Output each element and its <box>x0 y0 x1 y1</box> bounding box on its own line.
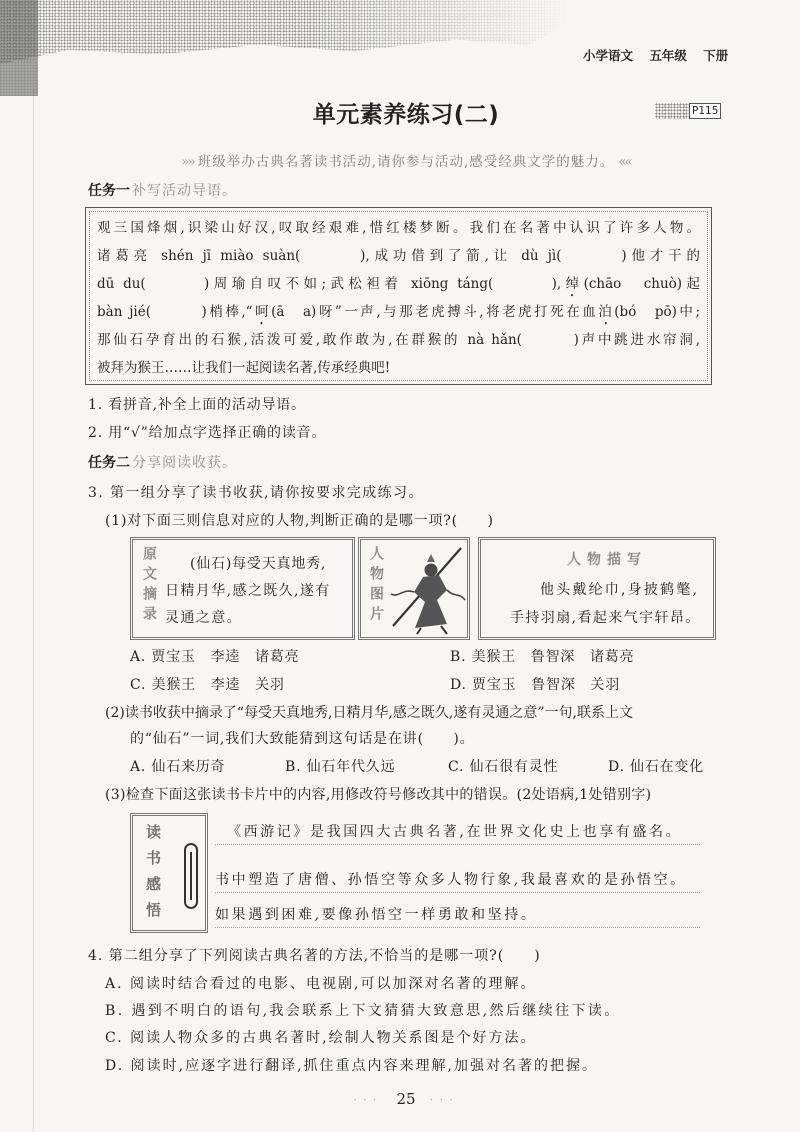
character-illustration <box>387 542 467 636</box>
passage-text: dū du( )周瑜自叹不如;武松袒着 xiōng táng( ), <box>97 276 562 292</box>
card-line: 《西游记》是我国四大古典名著,在世界文化史上也享有盛名。 <box>227 824 683 840</box>
excerpt-line: (仙石)每受天真地秀, <box>190 556 327 572</box>
dotted-character: 泊 <box>598 304 615 320</box>
book-header <box>583 46 728 64</box>
option-d: D. 贾宝玉 鲁智深 关羽 <box>450 677 621 693</box>
page-reference-badge <box>655 103 721 119</box>
excerpt-line: 灵通之意。 <box>165 610 242 626</box>
passage-line <box>97 298 700 326</box>
option-b: B. 仙石年代久远 <box>285 759 396 775</box>
subject-label: 小学语文 <box>583 48 634 63</box>
description-info-box <box>478 537 716 640</box>
description-label: 人物描写 <box>567 552 647 568</box>
passage-text: 观三国烽烟,识梁山好汉,叹取经艰难,惜红楼梦断。我们在名著中认识了许多人物。 <box>97 220 700 236</box>
card-line: 如果遇到困难,要像孙悟空一样勇敢和坚持。 <box>215 907 538 923</box>
dots-decoration-icon: ··· <box>429 1093 459 1107</box>
task-one-text: 补写活动导语。 <box>132 183 237 199</box>
double-arrow-left-icon <box>614 154 631 170</box>
figure-feet <box>417 626 447 634</box>
header-texture <box>0 0 570 64</box>
grade-label: 五年级 <box>649 48 687 63</box>
activity-intro <box>0 150 800 170</box>
description-line: 手持羽扇,看起来气宇轩昂。 <box>510 610 701 626</box>
margin-line <box>33 90 34 1132</box>
dotted-character: 绰 <box>561 276 584 292</box>
passage-text: 诸葛亮 shén jī miào suàn( ),成功借到了箭,让 dù jì( )他才干的 <box>97 248 700 264</box>
option-c: C. 阅读人物众多的古典名著时,绘制人物关系图是个好方法。 <box>105 1030 537 1046</box>
figure-robe <box>414 575 447 628</box>
picture-info-box <box>358 537 470 640</box>
double-arrow-right-icon <box>181 154 198 170</box>
option-c: C. 美猴王 李逵 关羽 <box>130 677 285 693</box>
task-one-label: 任务一 <box>88 183 130 199</box>
passage-line <box>97 270 700 298</box>
passage-line <box>97 242 700 270</box>
scroll-icon <box>183 842 199 910</box>
card-row <box>215 870 700 893</box>
figure-ribbon <box>447 590 465 600</box>
option-d: D. 阅读时,应逐字进行翻译,抓住重点内容来理解,加强对名著的把握。 <box>105 1058 598 1074</box>
figure-head <box>425 564 438 577</box>
task-two-text: 分享阅读收获。 <box>132 455 237 471</box>
badge-texture <box>655 103 689 119</box>
figure-hat <box>427 554 435 562</box>
question-3-stem: 3. 第一组分享了读书收获,请你按要求完成练习。 <box>88 485 424 501</box>
dotted-character: 呵 <box>252 304 272 320</box>
passage-line <box>97 214 700 242</box>
question-3-2-stem: (2)读书收获中摘录了“每受天真地秀,日精月华,感之既久,遂有灵通之意”一句,联系上文 <box>105 705 633 721</box>
card-row <box>215 822 700 845</box>
reading-card <box>130 813 700 933</box>
passage-text: (bó pō)中; <box>614 304 700 320</box>
option-b: B. 遇到不明白的语句,我会联系上下文猜猜大致意思,然后继续往下读。 <box>105 1003 621 1019</box>
card-row <box>215 905 700 928</box>
option-a: A. 仙石来历奇 <box>130 759 226 775</box>
option-b: B. 美猴王 鲁智深 诸葛亮 <box>450 649 635 665</box>
page-title: 单元素养练习(二) <box>312 102 500 128</box>
question-3-3-stem: (3)检查下面这张读书卡片中的内容,用修改符号修改其中的错误。(2处语病,1处错别字) <box>105 787 652 803</box>
passage-text: 那仙石孕育出的石猴,活泼可爱,敢作敢为,在群猴的 nà hǎn( )声中跳进水帘洞, <box>97 332 700 348</box>
option-a: A. 贾宝玉 李逵 诸葛亮 <box>130 649 300 665</box>
excerpt-line: 日精月华,感之既久,遂有 <box>165 583 331 599</box>
question-4-stem: 4. 第二组分享了下列阅读古典名著的方法,不恰当的是哪一项?( ) <box>88 948 541 964</box>
question-2: 2. 用“√”给加点字选择正确的读音。 <box>88 425 327 441</box>
card-label-strip <box>130 813 208 933</box>
dots-decoration-icon: ··· <box>353 1093 383 1107</box>
corner-texture <box>0 0 38 96</box>
page-reference-text: P115 <box>689 103 721 119</box>
passage-text: bàn jié( )梢棒,“ <box>97 304 253 320</box>
picture-label: 人物图片 <box>368 546 384 626</box>
passage-line <box>97 354 700 382</box>
option-a: A. 阅读时结合看过的电影、电视剧,可以加深对名著的理解。 <box>105 976 537 992</box>
description-line: 他头戴纶巾,身披鹤氅, <box>540 582 700 598</box>
page-number: 25 <box>396 1090 416 1108</box>
passage-line <box>97 326 700 354</box>
excerpt-info-box <box>130 537 355 640</box>
question-3-1-stem: (1)对下面三则信息对应的人物,判断正确的是哪一项?( ) <box>105 513 494 529</box>
card-label: 读书感悟 <box>144 824 162 928</box>
task-two-label: 任务二 <box>88 455 130 471</box>
question-1: 1. 看拼音,补全上面的活动导语。 <box>88 397 306 413</box>
passage-text-block <box>97 214 700 382</box>
intro-text: 班级举办古典名著读书活动,请你参与活动,感受经典文学的魅力。 <box>197 154 615 170</box>
volume-label: 下册 <box>703 48 729 63</box>
task-one-heading <box>88 181 237 201</box>
page-footer <box>0 1090 800 1108</box>
excerpt-label: 原文摘录 <box>141 546 157 626</box>
passage-text: 被拜为猴王……让我们一起阅读名著,传承经典吧! <box>97 360 391 376</box>
option-c: C. 仙石很有灵性 <box>448 759 559 775</box>
task-two-heading <box>88 453 237 473</box>
figure-ribbon <box>391 591 414 595</box>
card-line: 书中塑造了唐僧、孙悟空等众多人物行象,我最喜欢的是孙悟空。 <box>215 872 687 888</box>
passage-text: (ā a)呀”一声,与那老虎搏斗,将老虎打死在血 <box>271 304 599 320</box>
activity-passage-box <box>85 207 712 385</box>
question-3-2-stem-continued: 的“仙石”一词,我们大致能猜到这句话是在讲( )。 <box>130 731 475 747</box>
passage-text: (chāo chuò)起 <box>583 276 701 292</box>
option-d: D. 仙石在变化 <box>608 759 705 775</box>
